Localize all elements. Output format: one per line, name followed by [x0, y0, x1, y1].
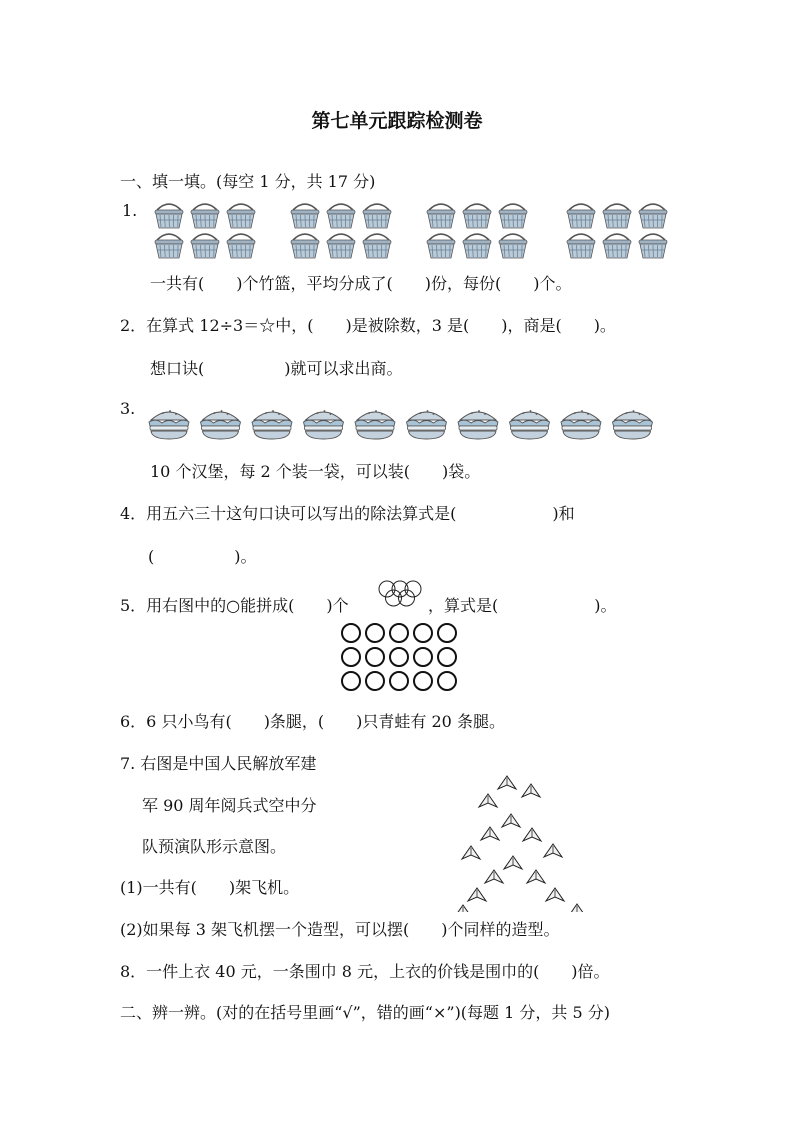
burger-icon: [355, 410, 395, 439]
q1-number: 1.: [122, 201, 138, 220]
basket-icon: [567, 234, 595, 258]
burger-row: [146, 404, 676, 444]
q3-text: 10 个汉堡，每 2 个装一袋，可以装( )袋。: [150, 462, 481, 481]
circle-mark: [390, 672, 408, 690]
basket-icon: [155, 204, 183, 228]
q1-text: 一共有( )个竹篮，平均分成了( )份，每份( )个。: [150, 274, 572, 293]
basket-icon: [463, 234, 491, 258]
plane-icon: [527, 870, 545, 883]
q5-text-part2: ，算式是( )。: [428, 596, 617, 615]
q3-number: 3.: [120, 399, 136, 418]
burger-icon: [510, 410, 550, 439]
basket-icon: [191, 204, 219, 228]
basket-icon: [499, 234, 527, 258]
q7-line3: 队预演队形示意图。: [142, 837, 287, 856]
basket-icon: [291, 204, 319, 228]
circle-mark: [414, 672, 432, 690]
basket-icon: [567, 204, 595, 228]
plane-icon: [523, 828, 541, 841]
circle-mark: [414, 624, 432, 642]
plane-icon: [502, 814, 520, 827]
basket-icon: [327, 204, 355, 228]
plane-icon: [546, 888, 564, 901]
section-1-heading: 一、填一填。(每空 1 分，共 17 分): [120, 172, 376, 191]
burger-icon: [304, 410, 344, 439]
circle-mark: [342, 624, 360, 642]
circle-grid: [338, 622, 468, 694]
basket-icon: [227, 204, 255, 228]
q2-line2: 想口诀( )就可以求出商。: [150, 359, 403, 378]
circle-mark: [366, 672, 384, 690]
q7-line1: 7. 右图是中国人民解放军建: [120, 754, 317, 773]
plane-icon: [522, 784, 540, 797]
burger-icon: [407, 410, 447, 439]
basket-icon: [363, 234, 391, 258]
circle-mark: [438, 672, 456, 690]
plane-icon: [468, 888, 486, 901]
plane-formation: [450, 762, 610, 912]
burger-icon: [561, 410, 601, 439]
burger-icon: [149, 410, 189, 439]
basket-group: [424, 200, 534, 260]
basket-group: [152, 200, 262, 260]
circle-mark: [342, 672, 360, 690]
circle-mark: [366, 648, 384, 666]
burger-icon: [252, 410, 292, 439]
plane-icon: [462, 846, 480, 859]
basket-icon: [427, 234, 455, 258]
circle-mark: [390, 648, 408, 666]
burger-icon: [201, 410, 241, 439]
q7-sub1: (1)一共有( )架飞机。: [120, 878, 300, 897]
circle-mark: [342, 648, 360, 666]
circle-mark: [414, 648, 432, 666]
basket-icon: [427, 204, 455, 228]
q6-text: 6．6 只小鸟有( )条腿，( )只青蛙有 20 条腿。: [120, 712, 505, 731]
basket-group: [564, 200, 674, 260]
q7-sub2: (2)如果每 3 架飞机摆一个造型，可以摆( )个同样的造型。: [120, 920, 560, 939]
basket-group: [288, 200, 398, 260]
olympic-rings-icon: [376, 578, 424, 610]
burger-icon: [458, 410, 498, 439]
basket-icon: [639, 204, 667, 228]
circle-mark: [438, 624, 456, 642]
burger-icon: [613, 410, 653, 439]
basket-icon: [191, 234, 219, 258]
circle-mark: [438, 648, 456, 666]
basket-icon: [639, 234, 667, 258]
basket-icon: [227, 234, 255, 258]
q8-text: 8．一件上衣 40 元，一条围巾 8 元，上衣的价钱是围巾的( )倍。: [120, 962, 610, 981]
plane-icon: [544, 844, 562, 857]
basket-icon: [603, 204, 631, 228]
q4-line2: ( )。: [148, 547, 257, 566]
circle-mark: [390, 624, 408, 642]
plane-icon: [479, 794, 497, 807]
plane-icon: [454, 905, 472, 912]
basket-icon: [291, 234, 319, 258]
plane-icon: [485, 870, 503, 883]
q4-line1: 4．用五六三十这句口诀可以写出的除法算式是( )和: [120, 504, 575, 523]
plane-icon: [568, 904, 586, 912]
plane-icon: [498, 776, 516, 789]
section-2-heading: 二、辨一辨。(对的在括号里画“√”，错的画“×”)(每题 1 分，共 5 分): [120, 1003, 610, 1022]
circle-mark: [366, 624, 384, 642]
q5-text-part1: 5．用右图中的○能拼成( )个: [120, 596, 349, 615]
basket-icon: [499, 204, 527, 228]
basket-icon: [363, 204, 391, 228]
basket-icon: [603, 234, 631, 258]
q7-line2: 军 90 周年阅兵式空中分: [142, 796, 317, 815]
plane-icon: [504, 856, 522, 869]
q2-line1: 2．在算式 12÷3＝☆中，( )是被除数，3 是( )，商是( )。: [120, 316, 616, 335]
basket-icon: [155, 234, 183, 258]
basket-icon: [463, 204, 491, 228]
page-title: 第七单元跟踪检测卷: [311, 110, 483, 132]
basket-icon: [327, 234, 355, 258]
plane-icon: [481, 827, 499, 840]
